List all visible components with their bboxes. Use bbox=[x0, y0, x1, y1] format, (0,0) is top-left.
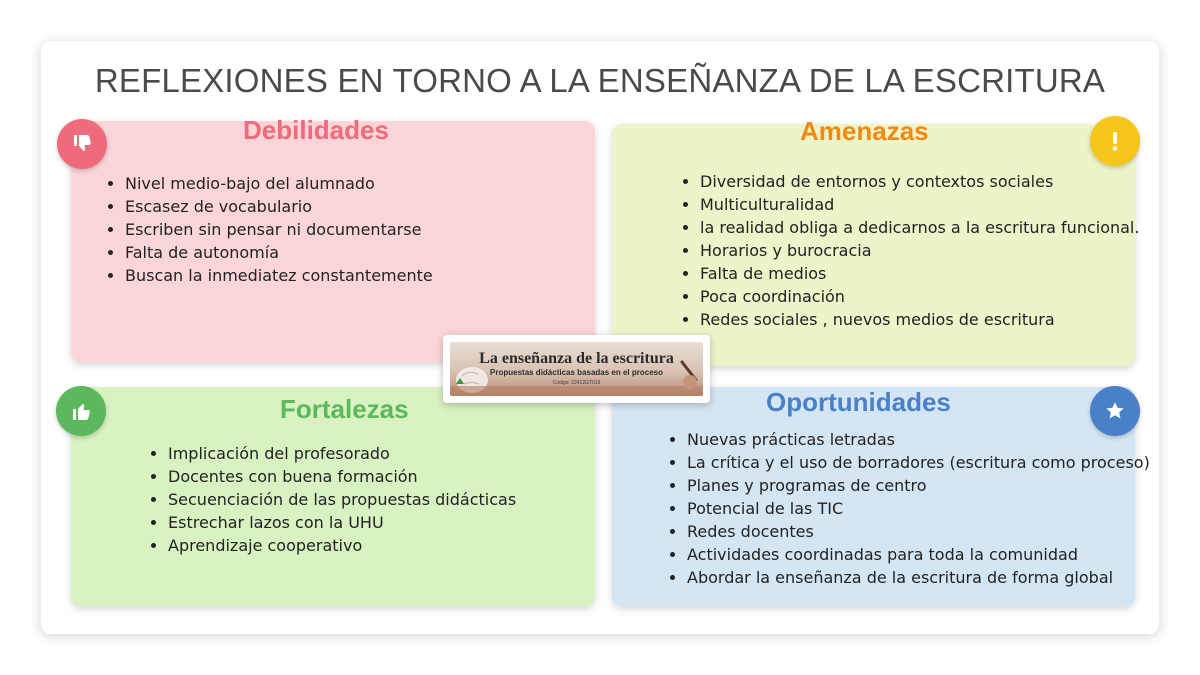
quadrant-debilidades bbox=[71, 115, 595, 362]
list-item: • Diversidad de entornos y contextos sociales bbox=[700, 170, 1139, 193]
project-banner bbox=[443, 335, 710, 403]
list-item: • Escasez de vocabulario bbox=[125, 195, 433, 218]
list-fortalezas bbox=[148, 442, 516, 557]
list-item: • Planes y programas de centro bbox=[687, 474, 1150, 497]
banner-title: La enseñanza de la escritura bbox=[479, 350, 674, 367]
heading-oportunidades: Oportunidades bbox=[766, 387, 951, 417]
list-item: • Estrechar lazos con la UHU bbox=[168, 511, 516, 534]
list-item: • Nivel medio-bajo del alumnado bbox=[125, 172, 433, 195]
exclamation-icon bbox=[1090, 116, 1140, 166]
list-item: • La crítica y el uso de borradores (escritura como proceso) bbox=[687, 451, 1150, 474]
heading-fortalezas: Fortalezas bbox=[280, 394, 409, 424]
list-item: • Horarios y burocracia bbox=[700, 239, 1139, 262]
heading-amenazas: Amenazas bbox=[800, 116, 929, 146]
list-item: • Aprendizaje cooperativo bbox=[168, 534, 516, 557]
list-item: • Docentes con buena formación bbox=[168, 465, 516, 488]
quadrant-fortalezas bbox=[71, 387, 595, 606]
list-item: • Secuenciación de las propuestas didácticas bbox=[168, 488, 516, 511]
list-item: • Actividades coordinadas para toda la comunidad bbox=[687, 543, 1150, 566]
list-item: • Buscan la inmediatez constantemente bbox=[125, 264, 433, 287]
list-item: • Falta de medios bbox=[700, 262, 1139, 285]
list-amenazas bbox=[680, 170, 1139, 331]
quadrant-oportunidades bbox=[612, 387, 1150, 606]
heading-debilidades: Debilidades bbox=[243, 115, 389, 145]
list-item: • Escriben sin pensar ni documentarse bbox=[125, 218, 433, 241]
list-item: • Multiculturalidad bbox=[700, 193, 1139, 216]
list-oportunidades bbox=[667, 428, 1150, 589]
list-item: • Implicación del profesorado bbox=[168, 442, 516, 465]
quadrant-amenazas bbox=[612, 116, 1140, 366]
banner-image bbox=[450, 342, 703, 396]
list-item: • Redes docentes bbox=[687, 520, 1150, 543]
star-icon bbox=[1090, 386, 1140, 436]
thumbs-down-icon bbox=[57, 119, 107, 169]
thumbs-up-icon bbox=[56, 386, 106, 436]
banner-code: Código: 22412GT019 bbox=[552, 380, 601, 386]
list-item: • la realidad obliga a dedicarnos a la escritura funcional. bbox=[700, 216, 1139, 239]
list-item: • Abordar la enseñanza de la escritura de forma global bbox=[687, 566, 1150, 589]
list-item: • Potencial de las TIC bbox=[687, 497, 1150, 520]
list-item: • Falta de autonomía bbox=[125, 241, 433, 264]
list-item: • Redes sociales , nuevos medios de escritura bbox=[700, 308, 1139, 331]
page-title: REFLEXIONES EN TORNO A LA ENSEÑANZA DE LA ESCRITURA bbox=[94, 62, 1106, 99]
list-item: • Nuevas prácticas letradas bbox=[687, 428, 1150, 451]
list-debilidades bbox=[105, 172, 433, 287]
list-item: • Poca coordinación bbox=[700, 285, 1139, 308]
banner-subtitle: Propuestas didácticas basadas en el proceso bbox=[490, 368, 663, 377]
